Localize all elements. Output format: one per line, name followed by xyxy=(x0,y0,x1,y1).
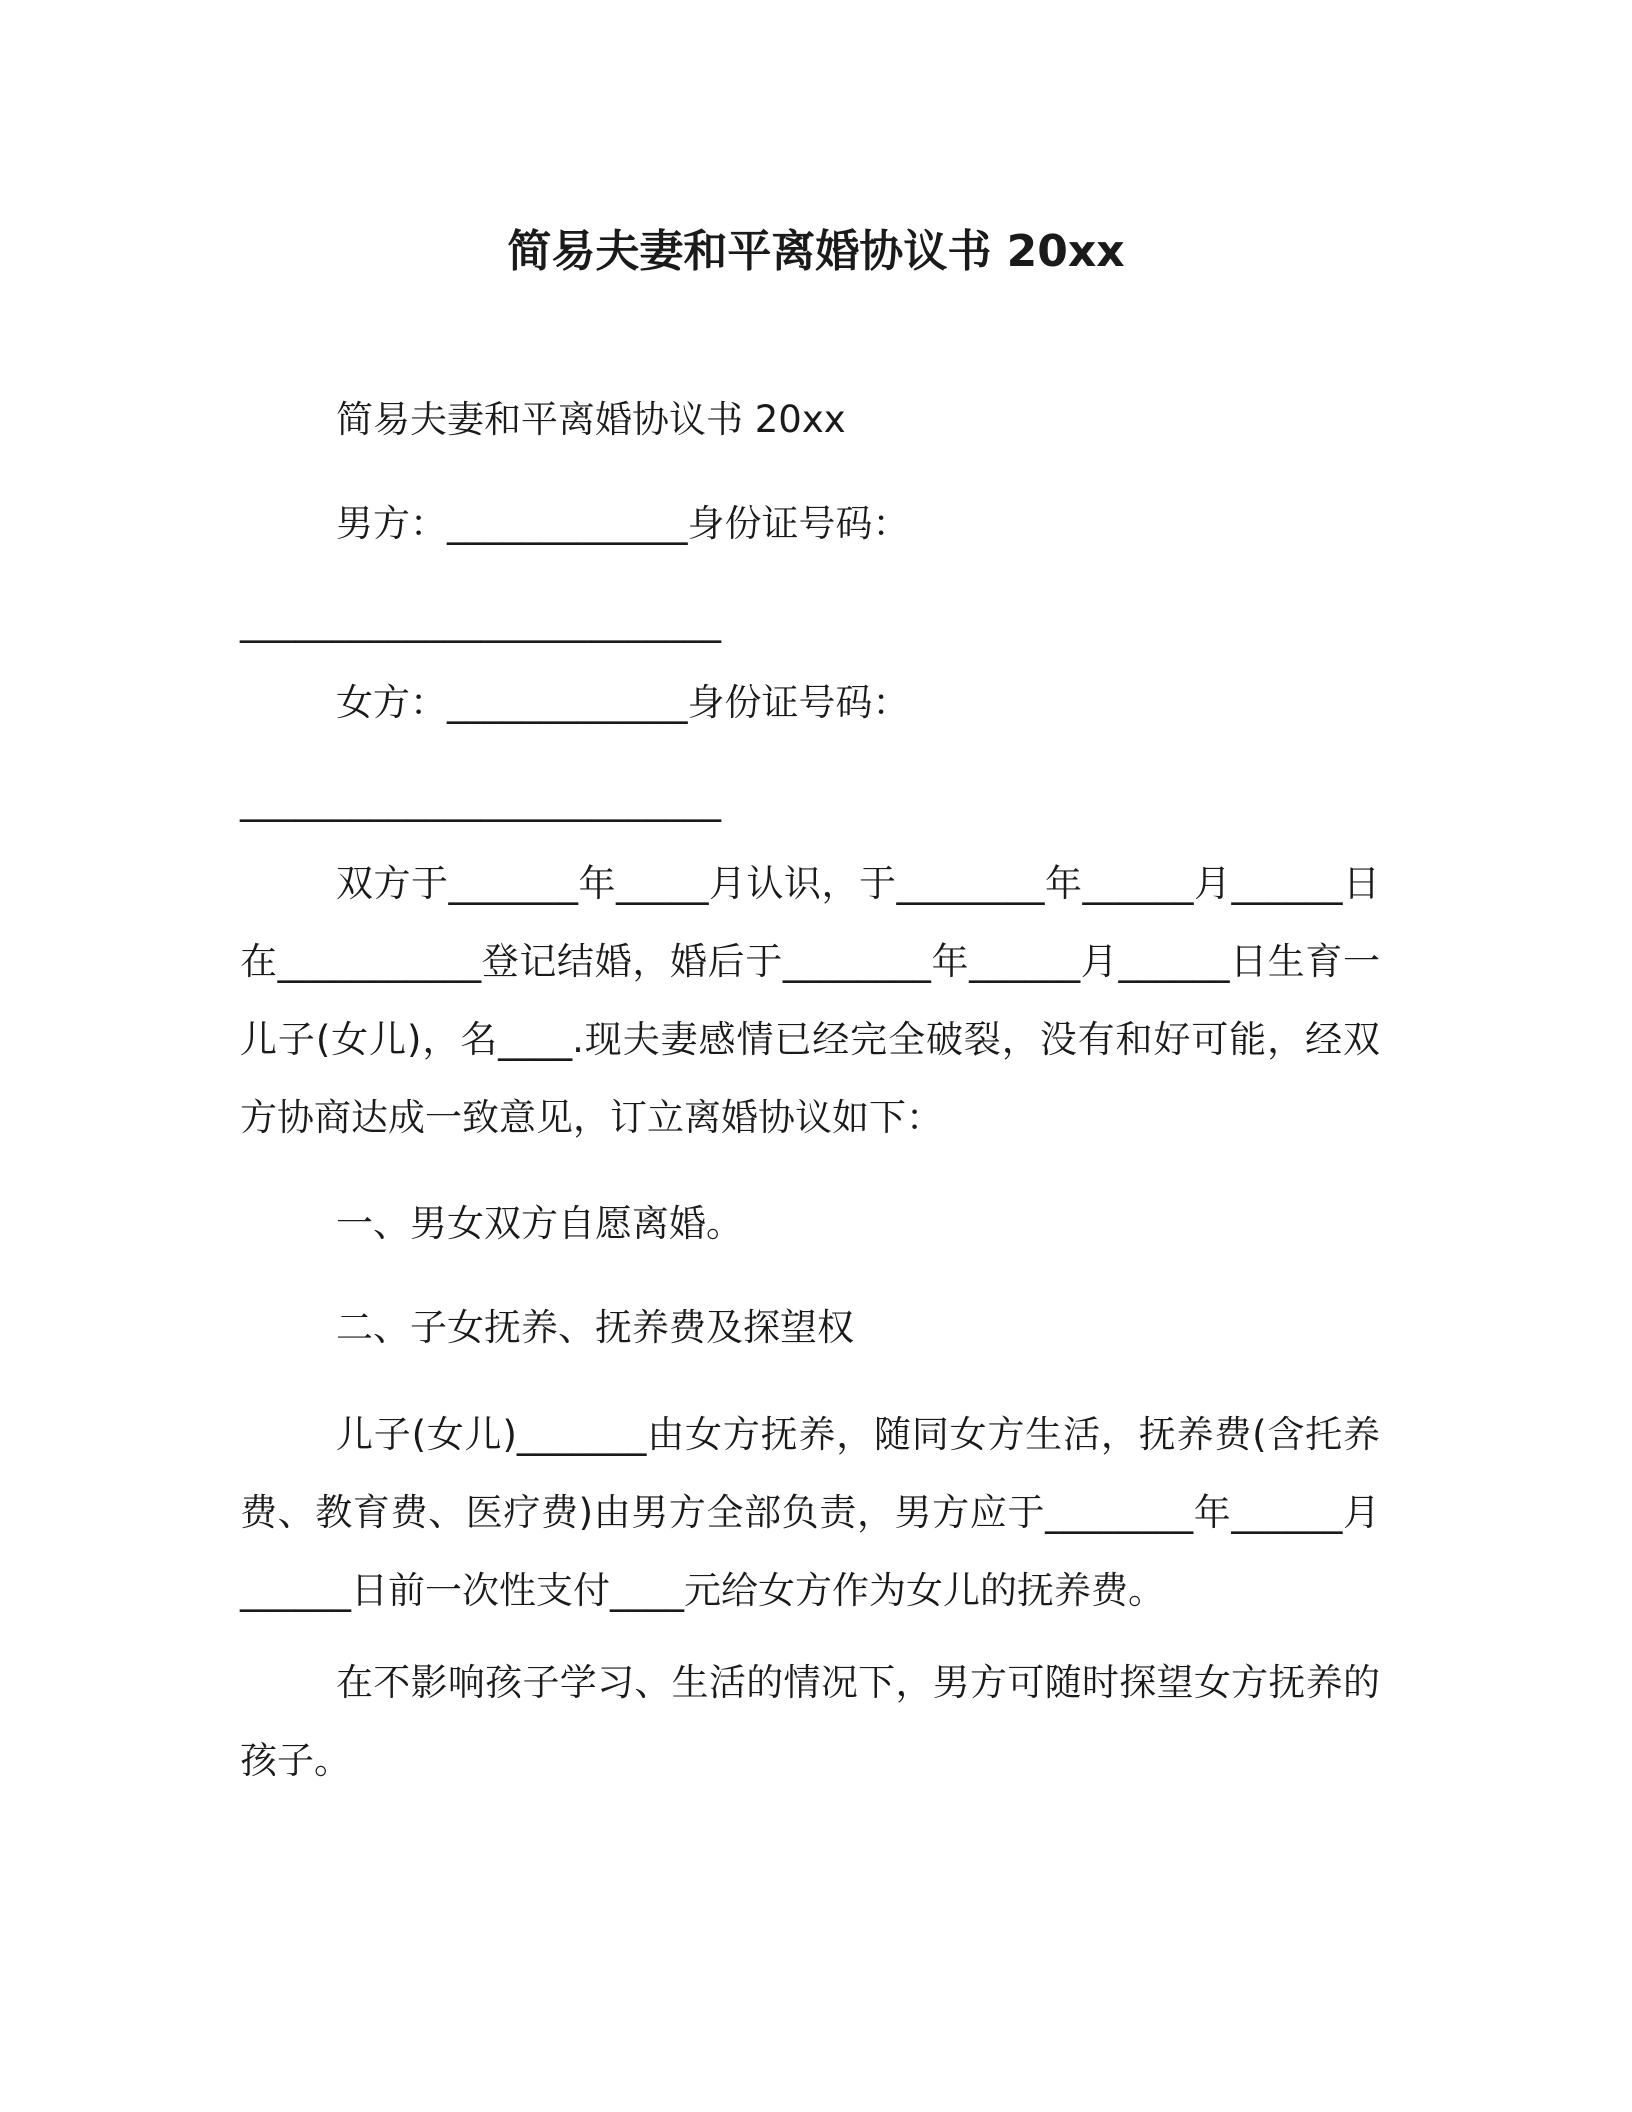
document-title: 简易夫妻和平离婚协议书 20xx xyxy=(507,226,1125,277)
intro-paragraph: 双方于_______年_____月认识，于________年______月______日在___________登记结婚，婚后于________年______月______日生育一儿子(女儿)，名____.现夫妻感情已经完全破裂，没有和好可能，经双方协商达成一致意见，订立离婚协议如下： xyxy=(240,862,1380,1139)
male-id-blank: __________________________ xyxy=(240,600,721,643)
custody-paragraph: 儿子(女儿)_______由女方抚养，随同女方生活，抚养费(含托养费、教育费、医疗费)由男方全部负责，男方应于________年______月______日前一次性支付____元给女方作为女儿的抚养费。 xyxy=(240,1413,1380,1612)
clause-2-heading: 二、子女抚养、抚养费及探望权 xyxy=(336,1306,854,1349)
female-id-blank: __________________________ xyxy=(240,779,721,822)
female-party-line: 女方：_____________身份证号码： xyxy=(336,681,910,724)
visitation-paragraph: 在不影响孩子学习、生活的情况下，男方可随时探望女方抚养的孩子。 xyxy=(240,1661,1380,1782)
male-party-line: 男方：_____________身份证号码： xyxy=(336,502,910,545)
document-subtitle: 简易夫妻和平离婚协议书 20xx xyxy=(336,398,846,441)
clause-1: 一、男女双方自愿离婚。 xyxy=(336,1202,743,1245)
